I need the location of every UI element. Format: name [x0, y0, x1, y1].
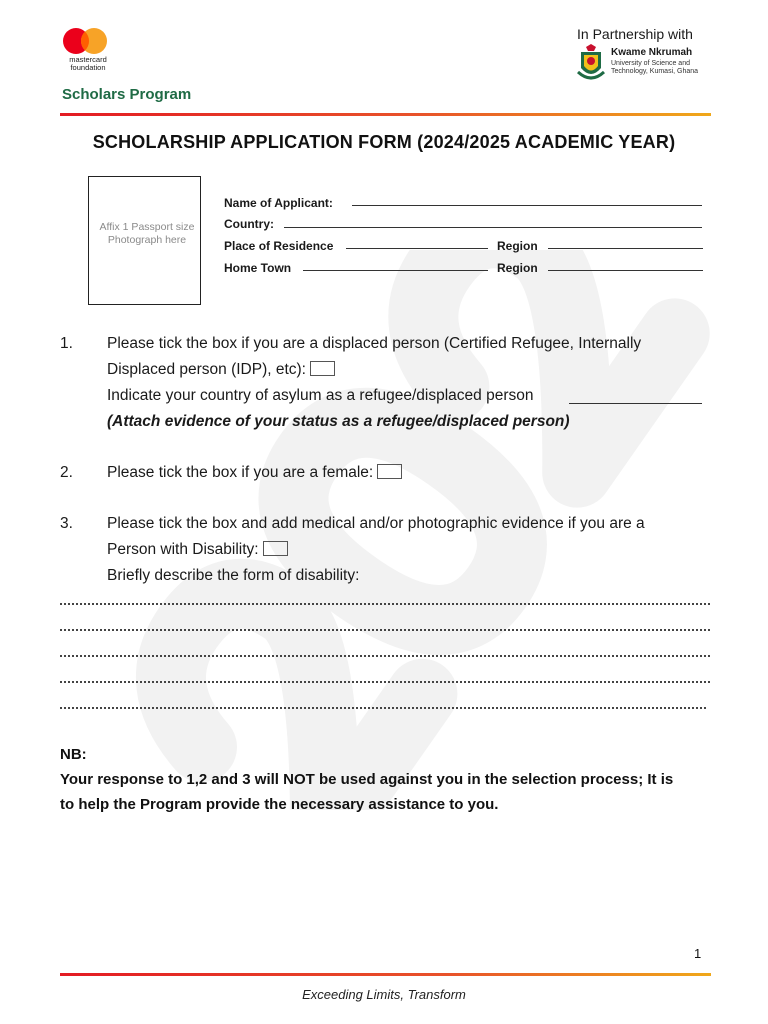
region-label-1: Region — [497, 239, 538, 253]
university-subtitle: University of Science and Technology, Kumasi, Ghana — [611, 60, 699, 75]
hometown-field[interactable] — [303, 270, 488, 271]
form-title: SCHOLARSHIP APPLICATION FORM (2024/2025 ACADEMIC YEAR) — [92, 132, 676, 152]
hometown-label: Home Town — [224, 261, 292, 275]
country-field[interactable] — [284, 227, 702, 228]
question-number-3: 3. — [60, 515, 73, 532]
female-checkbox[interactable] — [377, 464, 402, 479]
region-label-2: Region — [497, 261, 538, 275]
residence-label: Place of Residence — [224, 239, 334, 253]
question-3 — [107, 511, 717, 589]
disability-answer-line-3[interactable] — [60, 655, 710, 657]
question-3-line-3: Briefly describe the form of disability: — [107, 567, 360, 584]
question-number-1: 1. — [60, 335, 73, 352]
question-2-line-1-text: Please tick the box if you are a female: — [107, 464, 374, 481]
header-divider — [60, 113, 711, 116]
disability-answer-line-4[interactable] — [60, 681, 710, 683]
question-1-line-3-text: Indicate your country of asylum as a refugee/displaced person — [107, 387, 534, 404]
name-field[interactable] — [352, 205, 702, 206]
residence-field[interactable] — [346, 248, 488, 249]
question-1-note: (Attach evidence of your status as a refugee/displaced person) — [107, 413, 570, 430]
question-2 — [107, 460, 717, 486]
disability-answer-line-1[interactable] — [60, 603, 710, 605]
question-3-line-1: Please tick the box and add medical and/or photographic evidence if you are a — [107, 515, 645, 532]
nb-line-1: Your response to 1,2 and 3 will NOT be used against you in the selection process; It is — [60, 771, 674, 788]
country-label: Country: — [224, 217, 274, 231]
question-1-line-2 — [107, 357, 717, 383]
program-name: Scholars Program — [62, 86, 192, 103]
region-field-1[interactable] — [548, 248, 703, 249]
page-number: 1 — [694, 946, 702, 961]
disability-answer-line-2[interactable] — [60, 629, 710, 631]
disability-checkbox[interactable] — [263, 541, 288, 556]
question-1-line-2-text: Displaced person (IDP), etc): — [107, 361, 306, 378]
question-1-line-1: Please tick the box if you are a displaced person (Certified Refugee, Internally — [107, 335, 642, 352]
displaced-checkbox[interactable] — [310, 361, 335, 376]
asylum-country-field[interactable] — [569, 403, 702, 404]
nb-line-2: to help the Program provide the necessary assistance to you. — [60, 796, 499, 813]
logo-text: mastercard foundation — [69, 55, 107, 72]
disability-answer-line-5[interactable] — [60, 707, 706, 709]
question-3-line-2 — [107, 537, 717, 563]
name-label: Name of Applicant: — [224, 196, 333, 210]
question-number-2: 2. — [60, 464, 73, 481]
nb-label: NB: — [60, 746, 87, 763]
question-2-line-1 — [107, 460, 717, 486]
region-field-2[interactable] — [548, 270, 703, 271]
footer-tagline: Exceeding Limits, Transform — [302, 987, 466, 1002]
footer-divider — [60, 973, 711, 976]
knust-crest-icon — [576, 44, 606, 84]
university-name: Kwame Nkrumah — [611, 47, 693, 58]
photo-box-label: Affix 1 Passport size Photograph here — [99, 221, 195, 246]
question-1 — [107, 331, 717, 435]
question-1-line-3 — [107, 383, 717, 409]
question-3-line-2-text: Person with Disability: — [107, 541, 259, 558]
partnership-label: In Partnership with — [577, 26, 693, 42]
